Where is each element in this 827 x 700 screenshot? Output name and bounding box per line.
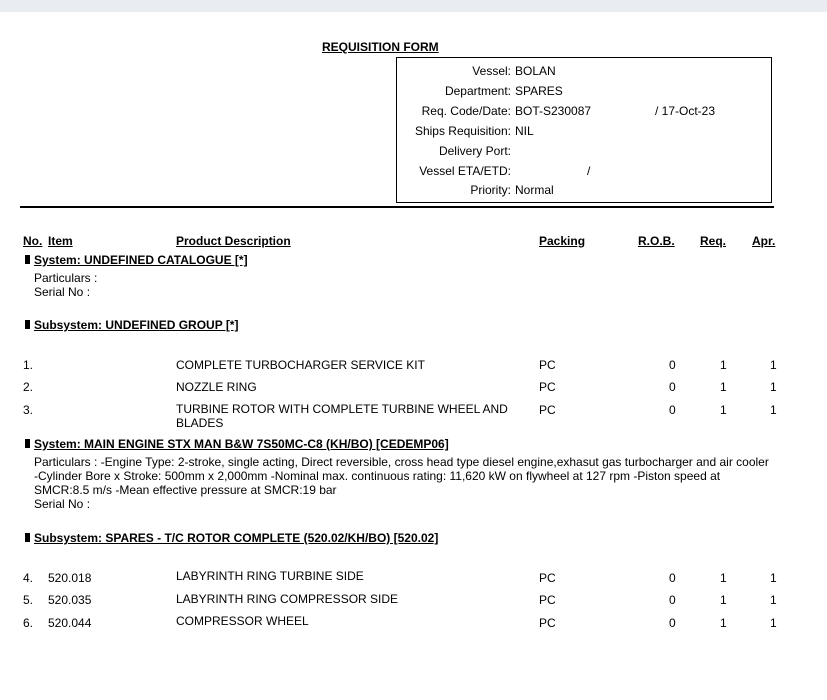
row-rob: 0 [669, 593, 676, 607]
row-rob: 0 [669, 403, 676, 417]
system-bullet [25, 255, 30, 264]
col-header-item: Item [48, 234, 73, 248]
requisition-page [0, 12, 827, 700]
req-code-label: Req. Code/Date: [421, 104, 511, 118]
req-code-row [397, 104, 773, 120]
header-divider [20, 206, 774, 208]
priority-label: Priority: [470, 183, 511, 197]
row-packing: PC [539, 571, 556, 585]
row-req: 1 [720, 380, 727, 394]
vessel-eta-label: Vessel ETA/ETD: [419, 164, 511, 178]
particulars-label: Particulars : [34, 271, 98, 285]
row-description: LABYRINTH RING TURBINE SIDE [176, 569, 364, 583]
col-header-packing: Packing [539, 234, 586, 248]
row-req: 1 [720, 593, 727, 607]
row-apr: 1 [770, 380, 777, 394]
req-code-value: BOT-S230087 [515, 104, 592, 118]
row-rob: 0 [669, 358, 676, 372]
ships-requisition-value: NIL [515, 124, 534, 138]
row-description: COMPRESSOR WHEEL [176, 614, 309, 628]
col-header-req: Req. [700, 234, 727, 248]
row-req: 1 [720, 616, 727, 630]
vessel-eta-row [397, 164, 773, 180]
row-packing: PC [539, 616, 556, 630]
row-no: 6. [23, 616, 34, 630]
vessel-value: BOLAN [515, 64, 556, 78]
subsystem-bullet [25, 533, 30, 542]
vessel-eta-separator: / [587, 164, 591, 178]
row-apr: 1 [770, 616, 777, 630]
row-apr: 1 [770, 593, 777, 607]
row-no: 1. [23, 358, 34, 372]
row-packing: PC [539, 403, 556, 417]
delivery-port-row [397, 144, 773, 160]
row-item: 520.018 [48, 571, 92, 585]
row-item: 520.044 [48, 616, 92, 630]
department-value: SPARES [515, 84, 563, 98]
row-packing: PC [539, 358, 556, 372]
col-header-apr: Apr. [752, 234, 776, 248]
vessel-info-box [396, 57, 772, 203]
row-no: 4. [23, 571, 34, 585]
row-description: NOZZLE RING [176, 380, 257, 394]
row-description: LABYRINTH RING COMPRESSOR SIDE [176, 592, 399, 606]
col-header-rob: R.O.B. [638, 234, 675, 248]
system-title: System: UNDEFINED CATALOGUE [*] [34, 253, 248, 267]
priority-row [397, 183, 773, 199]
row-apr: 1 [770, 571, 777, 585]
row-req: 1 [720, 571, 727, 585]
row-rob: 0 [669, 571, 676, 585]
system-title: System: MAIN ENGINE STX MAN B&W 7S50MC-C8 (KH/BO) [CEDEMP06] [34, 437, 449, 451]
subsystem-bullet [25, 320, 30, 329]
vessel-row [397, 64, 773, 80]
row-no: 3. [23, 403, 34, 417]
subsystem-title: Subsystem: SPARES - T/C ROTOR COMPLETE (520.02/KH/BO) [520.02] [34, 531, 439, 545]
row-no: 5. [23, 593, 34, 607]
form-title: REQUISITION FORM [322, 40, 439, 54]
row-no: 2. [23, 380, 34, 394]
row-packing: PC [539, 380, 556, 394]
department-label: Department: [444, 84, 511, 98]
row-apr: 1 [770, 403, 777, 417]
ships-requisition-row [397, 124, 773, 140]
particulars-text: Particulars : -Engine Type: 2-stroke, single acting, Direct reversible, cross head type diesel engine,exhasut gas turbocharger and air cooler -Cylinder Bore x Stroke: 500mm x 2,000mm -Nominal max. continuous rating: 11,620 kW on flywheel at 127 rpm -Piston speed at SMCR:8.5 m/s -Mean effective pressure at SMCR:19 bar [34, 455, 769, 497]
row-apr: 1 [770, 358, 777, 372]
system-bullet [25, 439, 30, 448]
row-rob: 0 [669, 616, 676, 630]
row-description: TURBINE ROTOR WITH COMPLETE TURBINE WHEEL AND BLADES [176, 402, 508, 430]
row-req: 1 [720, 403, 727, 417]
subsystem-title: Subsystem: UNDEFINED GROUP [*] [34, 318, 239, 332]
delivery-port-label: Delivery Port: [438, 144, 511, 158]
serial-label: Serial No : [34, 285, 91, 299]
col-header-no: No. [23, 234, 43, 248]
department-row [397, 84, 773, 100]
row-description: COMPLETE TURBOCHARGER SERVICE KIT [176, 358, 425, 372]
row-req: 1 [720, 358, 727, 372]
col-header-description: Product Description [176, 234, 291, 248]
row-item: 520.035 [48, 593, 92, 607]
vessel-label: Vessel: [472, 64, 511, 78]
priority-value: Normal [515, 183, 554, 197]
serial-label: Serial No : [34, 497, 91, 511]
row-packing: PC [539, 593, 556, 607]
row-rob: 0 [669, 380, 676, 394]
ships-requisition-label: Ships Requisition: [414, 124, 511, 138]
req-date-value: / 17-Oct-23 [655, 104, 716, 118]
